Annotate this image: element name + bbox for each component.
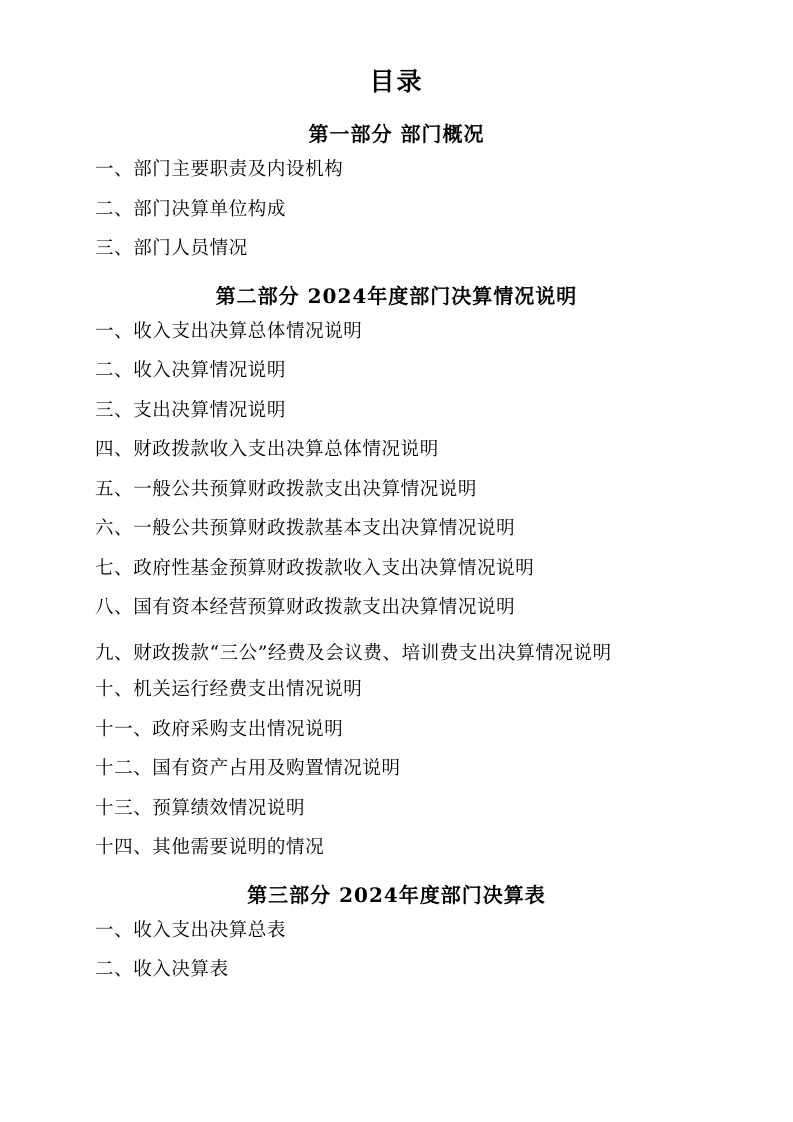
toc-item[interactable]: 二、部门决算单位构成	[95, 198, 287, 220]
toc-item[interactable]: 四、财政拨款收入支出决算总体情况说明	[95, 439, 439, 460]
toc-item[interactable]: 二、收入决算表	[95, 959, 229, 981]
toc-item[interactable]: 一、部门主要职责及内设机构	[95, 159, 344, 180]
page-title: 目录	[369, 67, 424, 96]
toc-item[interactable]: 十二、国有资产占用及购置情况说明	[95, 758, 401, 780]
toc-item[interactable]: 八、国有资本经营预算财政拨款支出决算情况说明	[95, 597, 516, 618]
part-heading-3: 第三部分 2024年度部门决算表	[247, 882, 546, 907]
part-heading-1: 第一部分 部门概况	[308, 122, 485, 146]
toc-item[interactable]: 六、一般公共预算财政拨款基本支出决算情况说明	[95, 518, 516, 539]
toc-item[interactable]: 一、收入支出决算总体情况说明	[95, 320, 363, 342]
part-heading-2: 第二部分 2024年度部门决算情况说明	[215, 283, 578, 308]
toc-item[interactable]: 七、政府性基金预算财政拨款收入支出决算情况说明	[95, 557, 535, 579]
toc-item[interactable]: 十一、政府采购支出情况说明	[95, 718, 344, 740]
toc-item[interactable]: 五、一般公共预算财政拨款支出决算情况说明	[95, 478, 478, 500]
toc-item[interactable]: 一、收入支出决算总表	[95, 919, 287, 941]
toc-item[interactable]: 九、财政拨款“三公”经费及会议费、培训费支出决算情况说明	[95, 642, 612, 664]
toc-item[interactable]: 十四、其他需要说明的情况	[95, 837, 325, 859]
toc-item[interactable]: 二、收入决算情况说明	[95, 360, 287, 381]
toc-item[interactable]: 三、支出决算情况说明	[95, 399, 287, 421]
toc-item[interactable]: 十、机关运行经费支出情况说明	[95, 679, 363, 701]
toc-item[interactable]: 三、部门人员情况	[95, 238, 248, 259]
toc-item[interactable]: 十三、预算绩效情况说明	[95, 797, 306, 819]
